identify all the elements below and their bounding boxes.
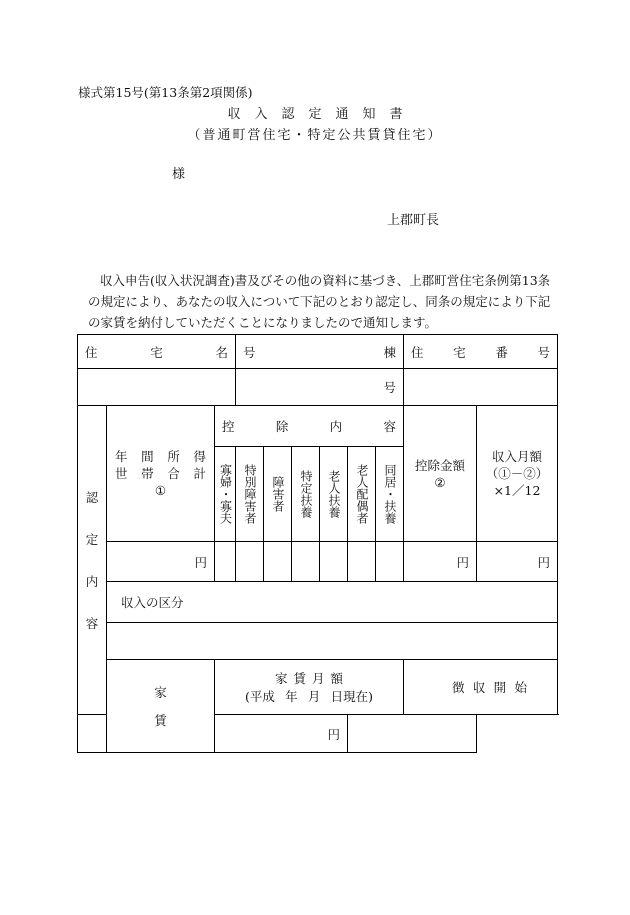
deduction-item-cell xyxy=(292,447,320,542)
income-category-value-cell xyxy=(107,623,558,660)
income-category-label: 収入の区分 xyxy=(121,595,184,610)
to-label: 棟 xyxy=(383,344,396,360)
rent-date-part: 年 xyxy=(285,689,298,704)
deduction-item-cell xyxy=(348,447,376,542)
income-char: 計 xyxy=(193,466,206,481)
deduction-value-cell xyxy=(292,542,320,582)
income-category-row xyxy=(78,582,558,623)
monthly-income-value-cell xyxy=(477,542,558,582)
deduction-item-widow: 寡婦・寡夫 xyxy=(218,464,233,524)
collection-start-value-cell xyxy=(348,715,477,753)
income-char: 年 xyxy=(115,449,128,464)
rent-char: 家 xyxy=(154,685,167,700)
deduction-item-disabled: 障害者 xyxy=(271,476,285,512)
rent-header-row xyxy=(78,660,558,715)
income-char: 合 xyxy=(167,466,180,481)
monthly-income-divisor: ×1／12 xyxy=(493,483,541,498)
annual-income-value-cell xyxy=(107,542,215,582)
rent-monthly-char: 家 xyxy=(275,671,288,686)
room-go-label: 号 xyxy=(383,380,396,395)
housing-header-row xyxy=(78,335,558,369)
deduction-header-cell xyxy=(215,406,404,447)
deduction-header-char: 控 xyxy=(222,419,235,434)
document-subtitle: （普通町営住宅・特定公共賃貸住宅） xyxy=(187,128,443,143)
rent-date-part: 日現在) xyxy=(330,689,373,704)
income-category-cell xyxy=(107,582,558,623)
deduction-item-specific-dependent: 特定扶養 xyxy=(299,470,313,518)
deduction-value-cell xyxy=(264,542,292,582)
income-char: 所 xyxy=(167,449,180,464)
deduction-header-char: 内 xyxy=(329,419,343,434)
housing-number-char: 宅 xyxy=(453,344,466,360)
deduction-item-cell xyxy=(236,447,264,542)
form-number: 様式第15号(第13条第2項関係) xyxy=(78,85,253,100)
nintei-naiyou-label xyxy=(78,406,107,715)
rent-monthly-char: 賃 xyxy=(293,671,306,686)
rent-monthly-value-cell xyxy=(78,715,348,753)
deduction-value-cell xyxy=(236,542,264,582)
deduction-header-char: 除 xyxy=(275,419,289,434)
collection-start-char: 収 xyxy=(472,680,486,695)
issuer-name: 上郡町長 xyxy=(387,213,440,228)
certification-table xyxy=(77,334,558,753)
housing-number-value-cell xyxy=(404,369,558,406)
deduction-header-row xyxy=(78,406,558,447)
nintei-char: 定 xyxy=(85,532,99,547)
housing-name-label-cell xyxy=(78,335,236,369)
deduction-value-cell xyxy=(215,542,236,582)
deduction-item-cell xyxy=(215,447,236,542)
collection-start-char: 始 xyxy=(514,680,527,695)
deduction-value-cell xyxy=(320,542,348,582)
rent-monthly-label-cell xyxy=(215,660,404,715)
housing-value-row xyxy=(78,369,558,406)
yen-label: 円 xyxy=(194,554,207,570)
building-number-cell xyxy=(236,335,404,369)
rent-char: 賃 xyxy=(154,713,167,728)
deduction-item-cell xyxy=(320,447,348,542)
recipient-suffix: 様 xyxy=(172,167,186,182)
collection-start-char: 徴 xyxy=(452,680,465,695)
rent-date-part: (平成 xyxy=(245,689,275,704)
deduction-item-special-disabled: 特別障害者 xyxy=(243,464,257,524)
deduction-item-cohabiting: 同居・扶養 xyxy=(383,464,397,524)
rent-monthly-char: 額 xyxy=(330,671,343,686)
housing-number-label-cell xyxy=(404,335,558,369)
housing-number-char: 住 xyxy=(411,344,424,360)
rent-date-part: 月 xyxy=(307,689,321,704)
nintei-char: 認 xyxy=(85,490,99,505)
income-category-value-row xyxy=(78,623,558,660)
yen-label: 円 xyxy=(537,554,550,570)
monthly-income-label: 収入月額 xyxy=(491,449,542,464)
housing-name-value-cell xyxy=(78,369,236,406)
deduction-item-cell xyxy=(264,447,292,542)
deduction-amount-label-cell xyxy=(404,406,477,542)
income-char: 間 xyxy=(141,449,154,464)
amount-row xyxy=(78,542,558,582)
deduction-value-cell xyxy=(348,542,376,582)
income-marker: ① xyxy=(154,483,167,498)
monthly-income-formula: （①－②） xyxy=(485,466,549,481)
income-char: 世 xyxy=(115,466,128,481)
deduction-item-elderly-dependent: 老人扶養 xyxy=(327,470,341,518)
monthly-income-label-cell xyxy=(477,406,558,542)
collection-start-label-cell xyxy=(404,660,558,715)
housing-name-char: 宅 xyxy=(150,344,163,360)
deduction-header-char: 容 xyxy=(383,419,396,434)
housing-name-char: 名 xyxy=(215,344,228,360)
go-label: 号 xyxy=(243,344,256,360)
yen-label: 円 xyxy=(327,726,340,742)
deduction-item-cell xyxy=(376,447,404,542)
deduction-item-elderly-spouse: 老人配偶者 xyxy=(355,464,369,524)
annual-income-label-cell xyxy=(107,406,215,542)
nintei-char: 容 xyxy=(85,616,99,631)
income-char: 得 xyxy=(193,449,206,464)
collection-start-char: 開 xyxy=(493,680,507,695)
rent-monthly-char: 月 xyxy=(311,671,325,686)
deduction-value-cell xyxy=(376,542,404,582)
nintei-char: 内 xyxy=(85,574,99,589)
housing-name-char: 住 xyxy=(85,344,98,360)
deduction-amount-label: 控除金額 xyxy=(414,457,465,473)
deduction-amount-marker: ② xyxy=(434,474,446,490)
housing-number-char: 番 xyxy=(495,344,508,360)
rent-value-row xyxy=(78,715,558,753)
income-char: 帯 xyxy=(141,466,154,481)
yen-label: 円 xyxy=(456,554,469,570)
deduction-amount-value-cell xyxy=(404,542,477,582)
room-number-cell xyxy=(236,369,404,406)
notice-body-text: 収入申告(収入状況調査)書及びその他の資料に基づき、上郡町営住宅条例第13条の規定により、あなたの収入について下記のとおり認定し、同条の規定により下記の家賃を納付していただくことになりましたので通知します。 xyxy=(88,273,551,330)
document-title: 収入認定通知書 xyxy=(227,107,417,122)
housing-number-char: 号 xyxy=(537,344,550,360)
